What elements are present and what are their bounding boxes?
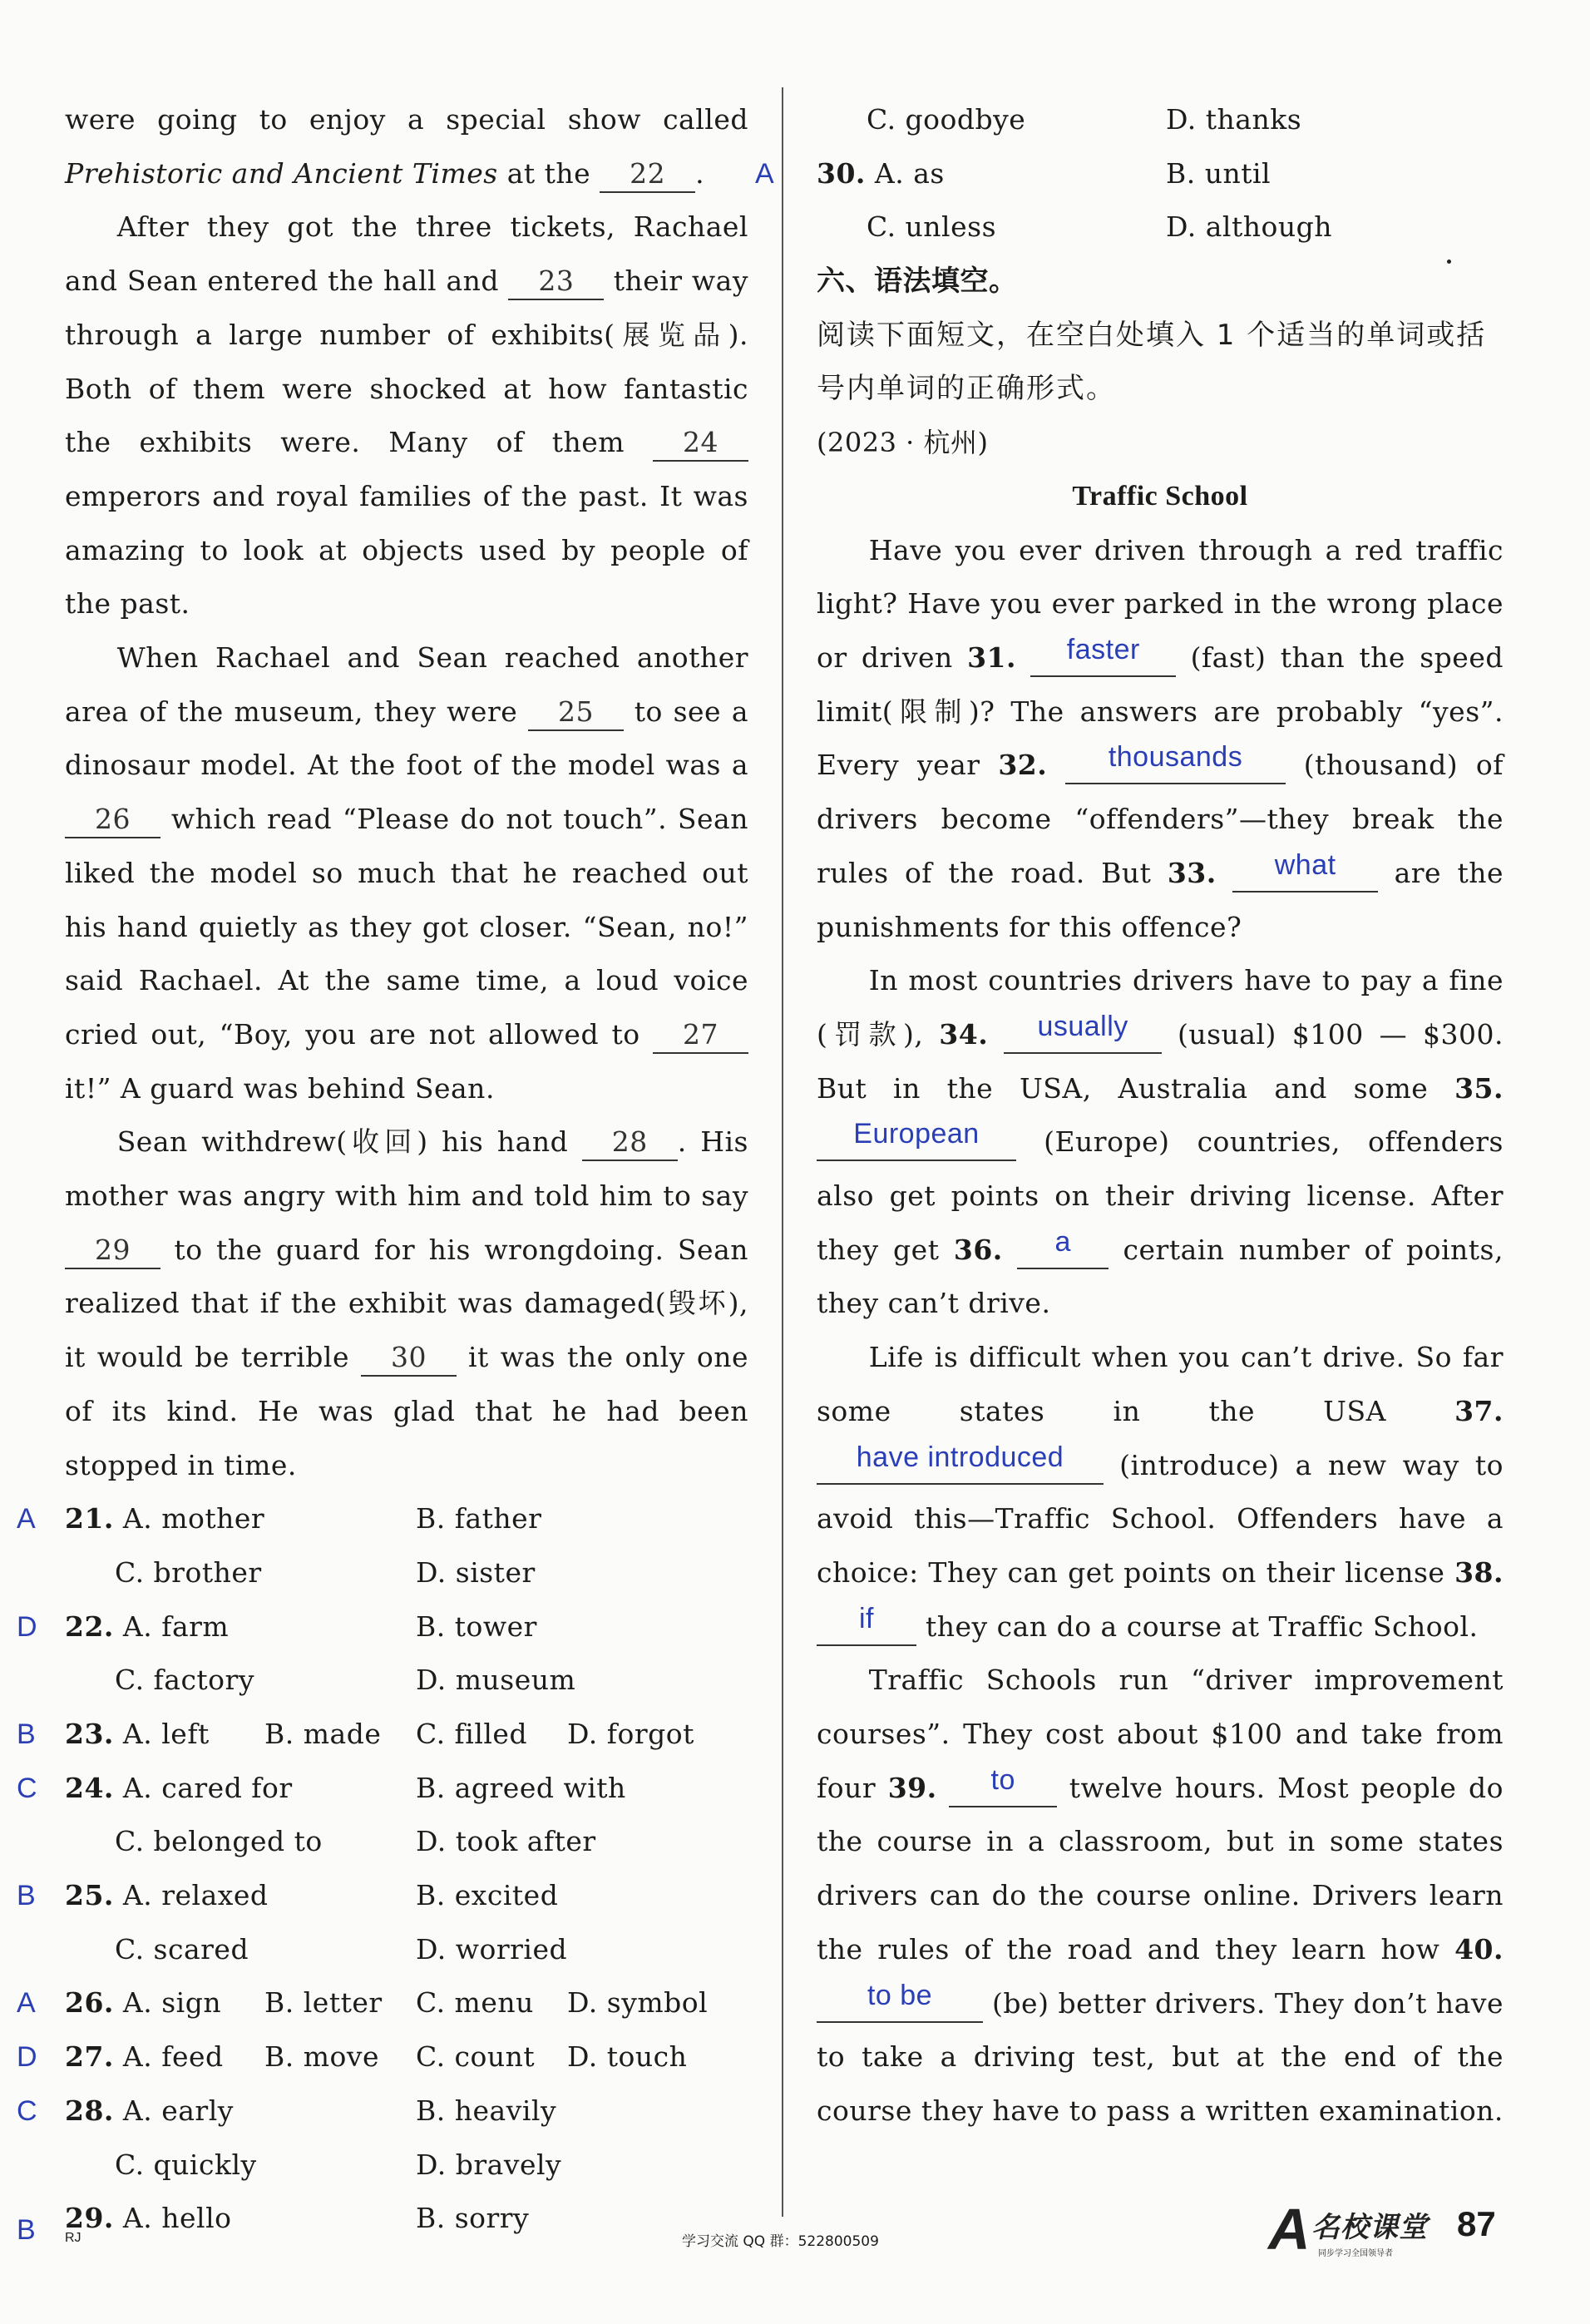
logo-subtext: 同步学习全国领导者 bbox=[1318, 2249, 1393, 2258]
blank-25: 25 bbox=[528, 695, 624, 731]
question-28-cd: C. quickly D. bravely bbox=[115, 2148, 562, 2181]
question-24: C 24. A. cared for B. agreed with bbox=[65, 1762, 748, 1816]
question-23: B 23. A. left B. made C. filled D. forgot bbox=[65, 1708, 748, 1762]
question-25-cd: C. scared D. worried bbox=[115, 1932, 568, 1966]
edition-label: RJ bbox=[65, 2231, 81, 2245]
question-28: C 28. A. early B. heavily bbox=[65, 2084, 748, 2139]
answer-mark-side: A bbox=[755, 158, 774, 190]
question-30: 30. A. as B. until bbox=[817, 156, 1272, 190]
right-column bbox=[817, 93, 1504, 2139]
passage-paragraph-3: When Rachael and Sean reached another area of the museum, they were 25 to see a dinosaur model. At the foot of the model was a 26 which read “Please do not touch”. Sean liked the model so much that he reached out his hand quietly as they got closer. “Sean, no!” said Rachael. At the same time, a loud voice cried out, “Boy, you are not allowed to 27 it!” A guard was behind Sean. bbox=[65, 641, 748, 1105]
question-22-cd: C. factory D. museum bbox=[115, 1664, 576, 1697]
question-24-cd: C. belonged to D. took after bbox=[115, 1825, 596, 1858]
answer-mark-26: A bbox=[17, 1987, 37, 2020]
answer-36: a bbox=[1017, 1233, 1109, 1269]
answer-mark-23: B bbox=[17, 1718, 37, 1751]
instruction-text: 阅读下面短文，在空白处填入 1 个适当的单词或括号内单词的正确形式。 bbox=[817, 318, 1487, 406]
page-number: 87 bbox=[1457, 2204, 1496, 2243]
question-30-cd: C. unless D. although bbox=[867, 210, 1333, 244]
question-21: A 21. A. mother B. father bbox=[65, 1492, 748, 1546]
source-label: (2023 · 杭州) bbox=[817, 427, 989, 459]
answer-mark-21: A bbox=[17, 1503, 37, 1535]
answer-mark-24: C bbox=[17, 1772, 38, 1804]
blank-29: 29 bbox=[65, 1233, 160, 1269]
options-list bbox=[17, 1492, 748, 2247]
answer-33: what bbox=[1232, 856, 1378, 893]
blank-28: 28 bbox=[582, 1125, 678, 1161]
question-22: D 22. A. farm B. tower bbox=[65, 1600, 748, 1654]
answer-40: to be bbox=[817, 1986, 983, 2023]
traffic-paragraph-3: Life is difficult when you can’t drive. So far some states in the USA 37. have introduced (introduce) a new way to avoid this—Traffic School. Offenders have a choice: They can get points on their license 38. if they can do a course at Traffic School. bbox=[817, 1331, 1504, 1654]
question-29: B 29. A. hello B. sorry bbox=[65, 2192, 748, 2246]
answer-mark-29: B bbox=[17, 2214, 37, 2247]
blank-23: 23 bbox=[508, 264, 604, 300]
traffic-paragraph-2: In most countries drivers have to pay a fine (罚款), 34. usually (usual) $100 — $300. But in the USA, Australia and some 35. European (Europe) countries, offenders also get points on their driving license. After they get 36. a certain number of points, they can’t drive. bbox=[817, 964, 1504, 1320]
section-heading: 六、语法填空。 bbox=[817, 265, 1018, 299]
answer-35: European bbox=[817, 1125, 1016, 1161]
answer-39: to bbox=[949, 1771, 1057, 1807]
question-27: D 27. A. feed B. move C. count D. touch bbox=[65, 2030, 748, 2084]
answer-mark-28: C bbox=[17, 2094, 38, 2127]
blank-26: 26 bbox=[65, 802, 160, 838]
answer-32: thousands bbox=[1065, 748, 1286, 784]
passage-title: Traffic School bbox=[1072, 480, 1248, 512]
publisher-logo bbox=[1268, 2196, 1434, 2262]
left-column bbox=[17, 93, 748, 2247]
blank-30: 30 bbox=[361, 1340, 457, 1377]
qq-group-text: 学习交流 QQ 群：522800509 bbox=[682, 2233, 879, 2250]
passage-paragraph-2: After they got the three tickets, Rachael and Sean entered the hall and 23 their way through a large number of exhibits(展览品). Both of them were shocked at how fantastic the exhibits were. Many of them 24 emperors and royal families of the past. It was amazing to look at objects used by people of the past. bbox=[65, 210, 748, 621]
column-divider bbox=[782, 87, 783, 2217]
logo-a-icon: A bbox=[1268, 2197, 1311, 2262]
question-29-cd: C. goodbye D. thanks bbox=[867, 103, 1302, 136]
stray-dot bbox=[1447, 260, 1451, 264]
traffic-paragraph-4: Traffic Schools run “driver improvement courses”. They cost about $100 and take from four 39. to twelve hours. Most people do the course in a classroom, but in some states drivers can do the course online. Drivers learn the rules of the road and they learn how 40. to be (be) better drivers. They don’t have to take a driving test, but at the end of the course they have to pass a written examination. bbox=[817, 1664, 1504, 2127]
answer-38: if bbox=[817, 1609, 916, 1646]
answer-mark-22: D bbox=[17, 1610, 38, 1643]
answer-mark-27: D bbox=[17, 2041, 38, 2074]
blank-27: 27 bbox=[653, 1017, 748, 1054]
traffic-paragraph-1: Have you ever driven through a red traffic light? Have you ever parked in the wrong place or driven 31. faster (fast) than the speed limit(限制)? The answers are probably “yes”. Every year 32. thousands (thousand) of drivers become “offenders”—they break the rules of the road. But 33. what are the punishments for this offence? bbox=[817, 533, 1504, 943]
question-25: B 25. A. relaxed B. excited bbox=[65, 1869, 748, 1923]
answer-mark-25: B bbox=[17, 1880, 37, 1912]
blank-22: 22 bbox=[600, 156, 695, 193]
question-21-cd: C. brother D. sister bbox=[115, 1555, 536, 1589]
passage-paragraph-1: were going to enjoy a special show called Prehistoric and Ancient Times at the 22 . bbox=[65, 93, 748, 200]
passage-paragraph-4: Sean withdrew(收回) his hand 28 . His mother was angry with him and told him to say 29 to the guard for his wrongdoing. Sean realized that if the exhibit was damaged(毁坏), it would be terrible 30 it was the only one of its kind. He was glad that he had been stopped in time. bbox=[65, 1125, 748, 1481]
answer-34: usually bbox=[1004, 1017, 1162, 1054]
blank-24: 24 bbox=[653, 425, 748, 462]
question-26: A 26. A. sign B. letter C. menu D. symbol bbox=[65, 1976, 748, 2030]
answer-37: have introduced bbox=[817, 1448, 1104, 1485]
logo-text: 名校课堂 bbox=[1311, 2211, 1428, 2244]
answer-31: faster bbox=[1030, 640, 1176, 677]
